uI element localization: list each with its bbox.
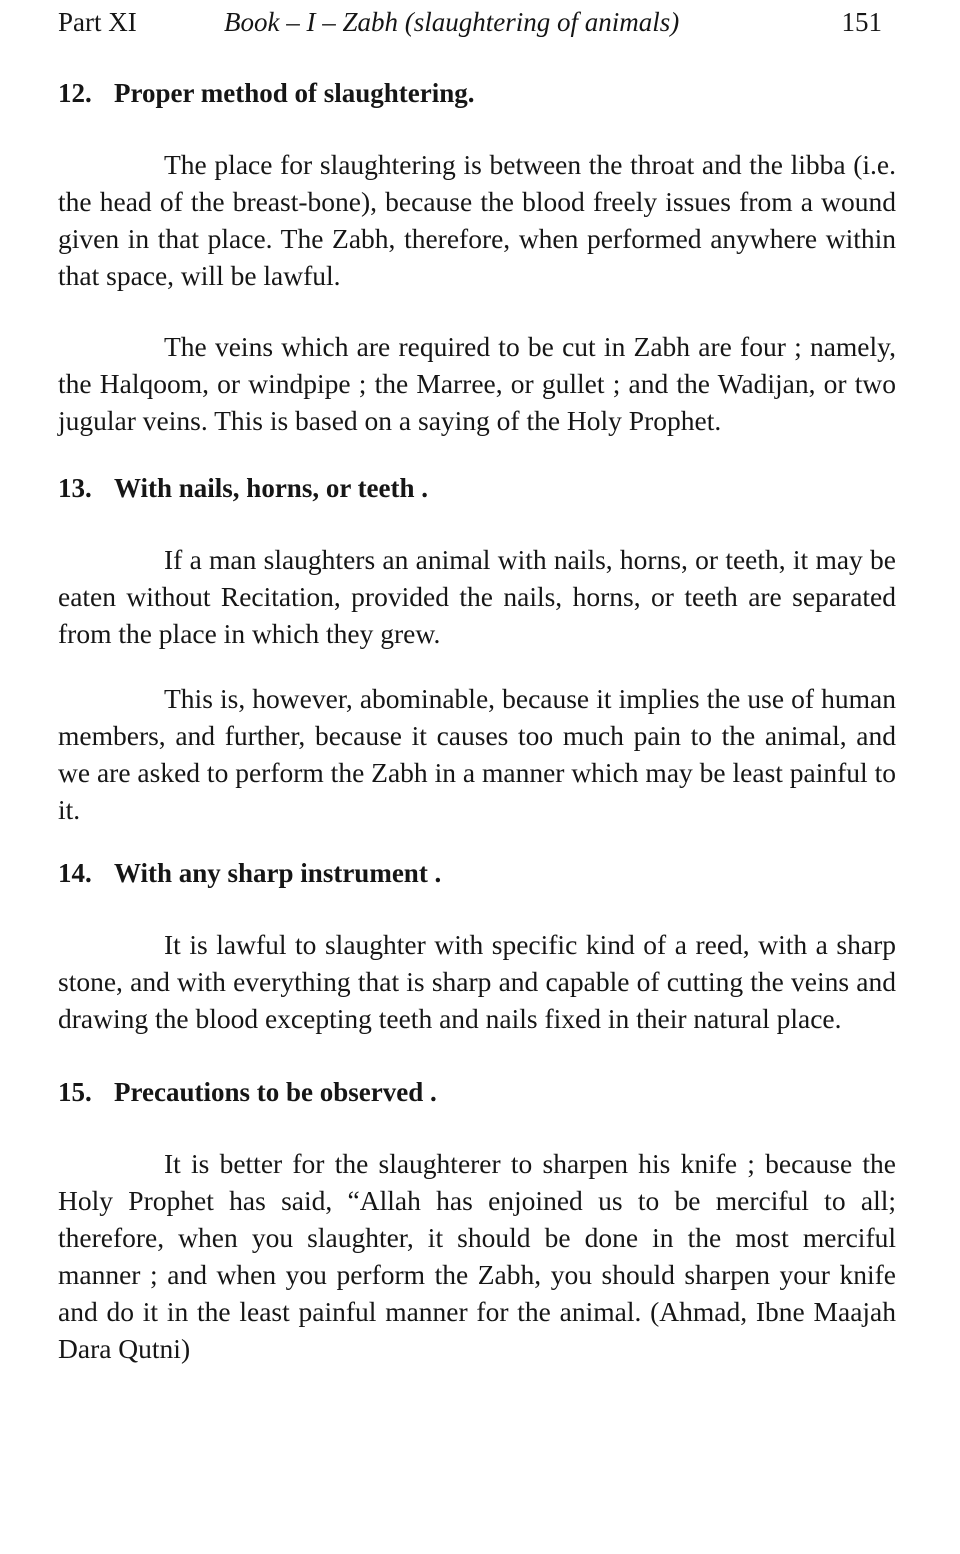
section-title: Precautions to be observed . xyxy=(114,1077,437,1107)
paragraph: If a man slaughters an animal with nails, horns, or teeth, it may be eaten without Recitation, provided the nails, horns, or teeth are separated from the place in which they grew. xyxy=(58,544,896,649)
section-heading-12 xyxy=(58,74,896,112)
section-number: 15. xyxy=(58,1077,92,1107)
paragraph: This is, however, abominable, because it implies the use of human members, and further, because it causes too much pain to the animal, and we are asked to perform the Zabh in a manner which may be least painful to it. xyxy=(58,683,896,825)
page-body xyxy=(58,74,896,1367)
section-heading-15 xyxy=(58,1073,896,1111)
section-title: Proper method of slaughtering. xyxy=(114,78,475,108)
section-number: 12. xyxy=(58,78,92,108)
book-title: Book – I – Zabh (slaughtering of animals) xyxy=(224,7,680,37)
section-number: 14. xyxy=(58,858,92,888)
paragraph: The place for slaughtering is between the throat and the libba (i.e. the head of the breast-bone), because the blood freely issues from a wound given in that place. The Zabh, therefore, when performed anywhere within that space, will be lawful. xyxy=(58,149,896,291)
section-title: With any sharp instrument . xyxy=(114,858,442,888)
section-number: 13. xyxy=(58,473,92,503)
running-head xyxy=(58,2,896,42)
section-title: With nails, horns, or teeth . xyxy=(114,473,429,503)
paragraph: It is lawful to slaughter with specific kind of a reed, with a sharp stone, and with everything that is sharp and capable of cutting the veins and drawing the blood excepting teeth and nails fixed in their natural place. xyxy=(58,929,896,1034)
page-number: 151 xyxy=(841,7,882,37)
paragraph: The veins which are required to be cut in Zabh are four ; namely, the Halqoom, or windpipe ; the Marree, or gullet ; and the Wadijan, or two jugular veins. This is based on a saying of the Holy Prophet. xyxy=(58,331,896,436)
section-heading-14 xyxy=(58,854,896,892)
section-heading-13 xyxy=(58,469,896,507)
part-label: Part XI xyxy=(58,7,137,37)
paragraph: It is better for the slaughterer to sharpen his knife ; because the Holy Prophet has said, “Allah has enjoined us to be merciful to all; therefore, when you slaughter, it should be done in the most merciful manner ; and when you perform the Zabh, you should sharpen your knife and do it in the least painful manner for the animal. (Ahmad, Ibne Maajah Dara Qutni) xyxy=(58,1148,896,1364)
